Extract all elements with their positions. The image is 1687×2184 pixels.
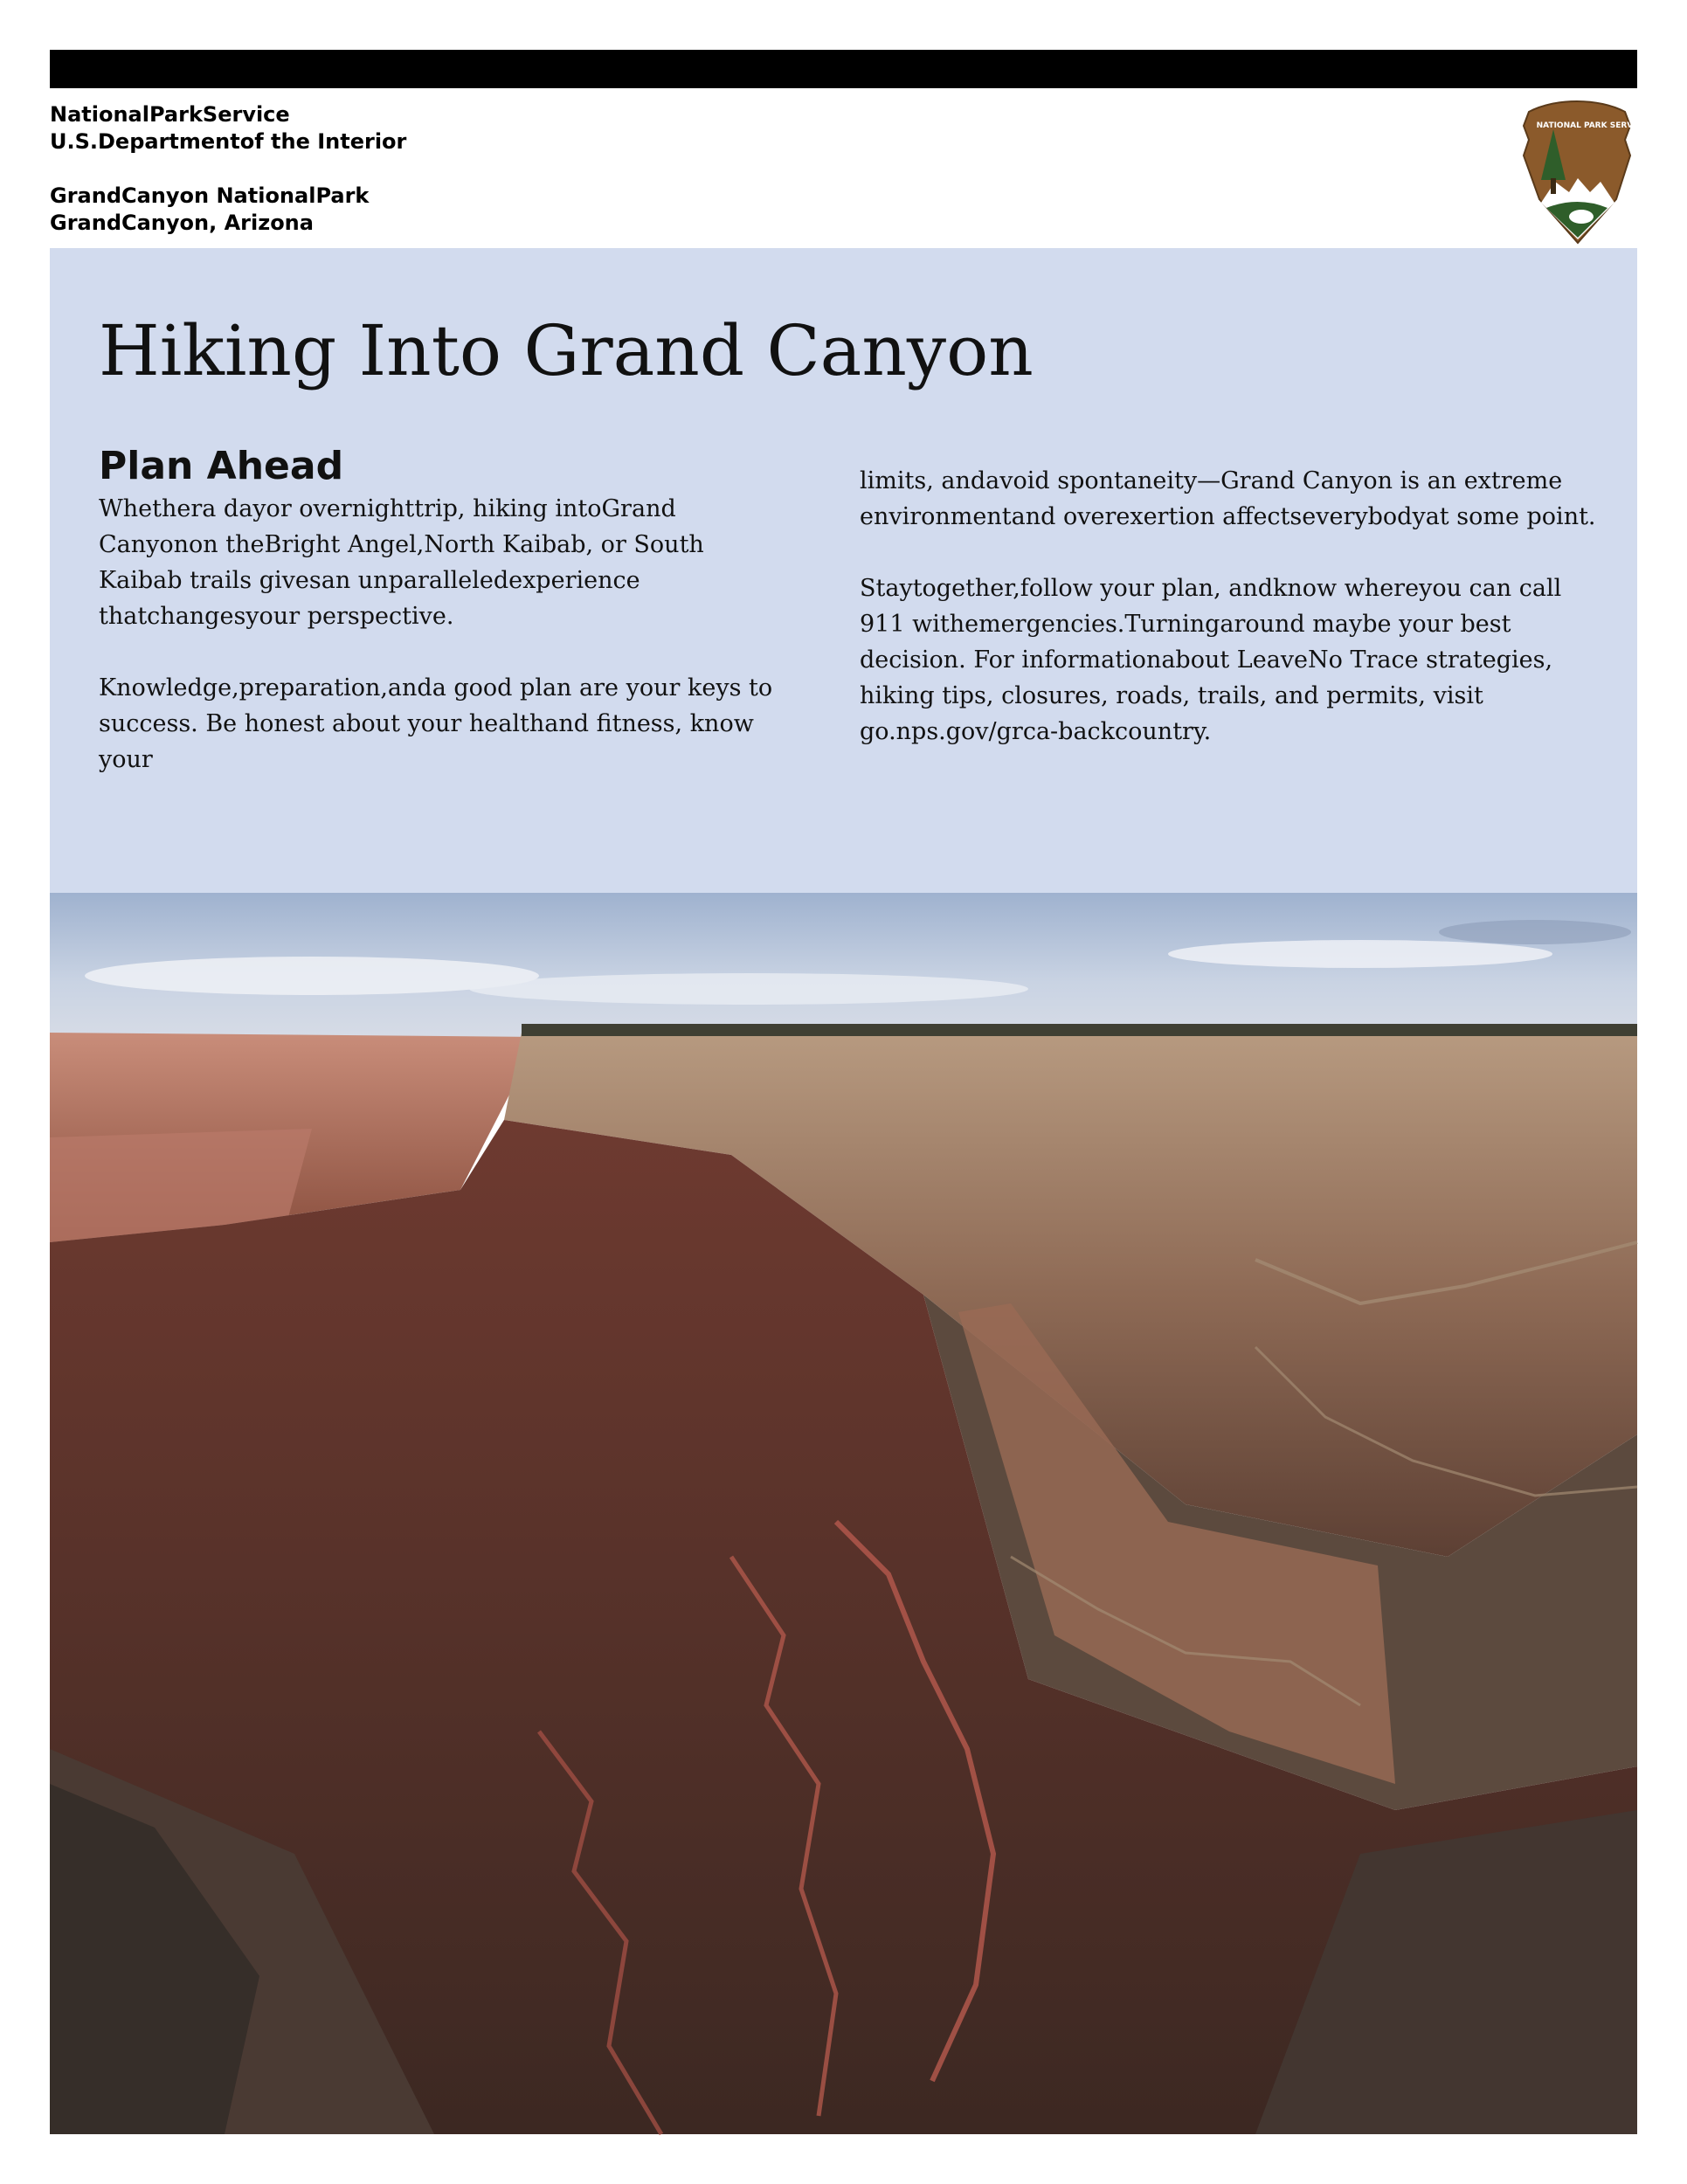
agency-name: NationalParkService: [50, 102, 290, 127]
agency-info: [50, 101, 406, 237]
canyon-photo: [50, 893, 1637, 2134]
intro-paragraph: Whethera dayor overnighttrip, hiking intoGrand Canyonon theBright Angel,North Kaibab, or South Kaibab trails givesan unparalleledexperience thatchangesyour perspective.: [99, 495, 704, 630]
left-column: [99, 491, 789, 778]
logo-text: NATIONAL PARK SERVICE: [1536, 121, 1648, 130]
safety-paragraph: Staytogether,follow your plan, andknow whereyou can call 911 withemergencies.Turningaround maybe your best decision. For informationabout LeaveNo Trace strategies, hiking tips, closures, roads, trails, and permits, visit go.nps.gov/grca-backcountry.: [860, 575, 1562, 745]
park-name: GrandCanyon NationalPark: [50, 183, 370, 208]
right-column: [860, 463, 1611, 750]
park-location: GrandCanyon, Arizona: [50, 211, 314, 235]
nps-arrowhead-logo: [1520, 94, 1648, 245]
intro-panel: [50, 248, 1637, 893]
department-name: U.S.Departmentof the Interior: [50, 129, 407, 154]
page-title: Hiking Into Grand Canyon: [99, 310, 1034, 391]
preparation-paragraph: Knowledge,preparation,anda good plan are your keys to success. Be honest about your healthand fitness, know your: [99, 674, 773, 773]
limits-paragraph: limits, andavoid spontaneity—Grand Canyon is an extreme environmentand overexertion affectseverybodyat some point.: [860, 467, 1596, 530]
top-black-bar: [50, 50, 1637, 88]
section-heading: Plan Ahead: [99, 444, 344, 488]
